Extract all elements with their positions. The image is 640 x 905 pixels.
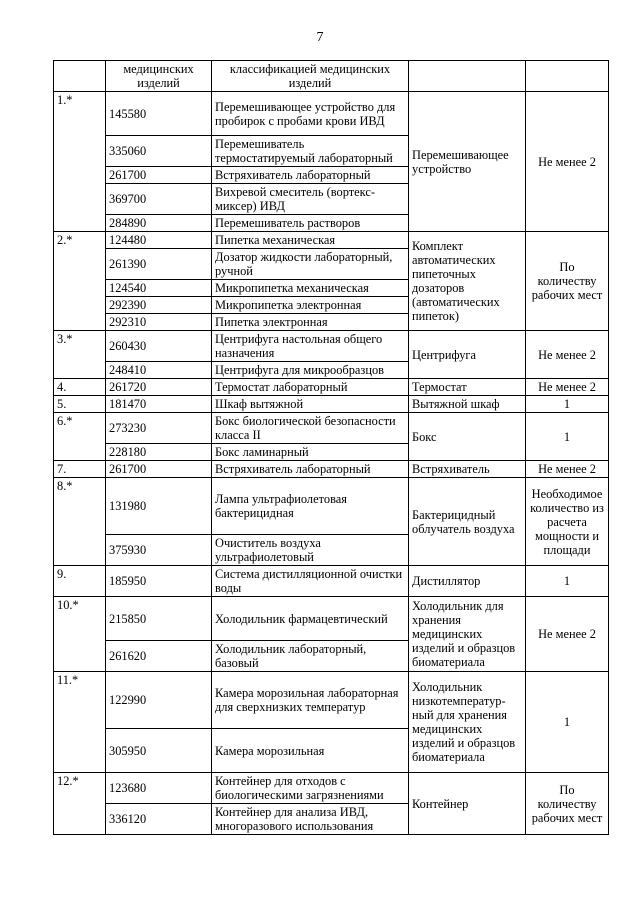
item-code: 248410 (106, 362, 212, 379)
equipment-quantity: Не менее 2 (526, 92, 609, 232)
item-code: 124480 (106, 232, 212, 249)
item-code: 123680 (106, 773, 212, 804)
equipment-quantity: Не менее 2 (526, 597, 609, 672)
item-description: Пипетка электронная (212, 314, 409, 331)
item-description: Встряхиватель лабораторный (212, 167, 409, 184)
item-description: Лампа ультрафиолетовая бактерицидная (212, 478, 409, 535)
item-code: 335060 (106, 136, 212, 167)
item-code: 185950 (106, 566, 212, 597)
item-description: Контейнер для отходов с биологическими загрязнениями (212, 773, 409, 804)
equipment-table (53, 60, 609, 835)
table-header-row (54, 61, 609, 92)
equipment-quantity: По количеству рабочих мест (526, 232, 609, 331)
table-row (54, 232, 609, 249)
equipment-quantity: 1 (526, 566, 609, 597)
item-description: Бокс ламинарный (212, 444, 409, 461)
item-description: Шкаф вытяжной (212, 396, 409, 413)
equipment-name: Вытяжной шкаф (409, 396, 526, 413)
table-row (54, 396, 609, 413)
item-description: Холодильник фармацевтический (212, 597, 409, 641)
item-code: 145580 (106, 92, 212, 136)
item-code: 369700 (106, 184, 212, 215)
row-number: 5. (54, 396, 106, 413)
item-description: Очиститель воздуха ультрафиолетовый (212, 535, 409, 566)
row-number: 7. (54, 461, 106, 478)
item-code: 261390 (106, 249, 212, 280)
item-code: 261620 (106, 641, 212, 672)
item-description: Бокс биологической безопасности класса II (212, 413, 409, 444)
header-equipment (409, 61, 526, 92)
item-code: 122990 (106, 672, 212, 729)
equipment-name: Комплект автоматических пипеточных дозаторов (автоматических пипеток) (409, 232, 526, 331)
table-row (54, 773, 609, 804)
item-code: 228180 (106, 444, 212, 461)
equipment-quantity: Не менее 2 (526, 331, 609, 379)
row-number: 10.* (54, 597, 106, 672)
row-number: 1.* (54, 92, 106, 232)
item-code: 260430 (106, 331, 212, 362)
item-description: Перемешиватель термостатируемый лабораторный (212, 136, 409, 167)
item-description: Микропипетка механическая (212, 280, 409, 297)
equipment-name: Дистиллятор (409, 566, 526, 597)
equipment-name: Холодильник для хранения медицинских изделий и образцов биоматериала (409, 597, 526, 672)
item-description: Камера морозильная (212, 729, 409, 773)
equipment-name: Бактерицидный облучатель воздуха (409, 478, 526, 566)
page-number: 7 (316, 30, 324, 45)
table-row (54, 331, 609, 362)
equipment-quantity: Необходимое количество из расчета мощности и площади (526, 478, 609, 566)
equipment-name: Встряхиватель (409, 461, 526, 478)
item-code: 273230 (106, 413, 212, 444)
item-code: 261700 (106, 461, 212, 478)
row-number: 3.* (54, 331, 106, 379)
table-row (54, 461, 609, 478)
table-row (54, 566, 609, 597)
equipment-quantity: 1 (526, 672, 609, 773)
row-number: 11.* (54, 672, 106, 773)
table-row (54, 92, 609, 136)
equipment-name: Перемешивающее устройство (409, 92, 526, 232)
header-number (54, 61, 106, 92)
equipment-quantity: По количеству рабочих мест (526, 773, 609, 835)
equipment-quantity: Не менее 2 (526, 379, 609, 396)
header-code: медицинских изделий (106, 61, 212, 92)
equipment-name: Термостат (409, 379, 526, 396)
item-description: Холодильник лабораторный, базовый (212, 641, 409, 672)
item-description: Камера морозильная лабораторная для сверхнизких температур (212, 672, 409, 729)
item-description: Перемешиватель растворов (212, 215, 409, 232)
item-code: 292390 (106, 297, 212, 314)
item-code: 124540 (106, 280, 212, 297)
equipment-name: Контейнер (409, 773, 526, 835)
row-number: 4. (54, 379, 106, 396)
item-description: Встряхиватель лабораторный (212, 461, 409, 478)
item-code: 261720 (106, 379, 212, 396)
equipment-quantity: 1 (526, 396, 609, 413)
item-code: 336120 (106, 804, 212, 835)
equipment-quantity: Не менее 2 (526, 461, 609, 478)
row-number: 9. (54, 566, 106, 597)
equipment-name: Холодильник низкотемператур-ный для хранения медицинских изделий и образцов биоматериала (409, 672, 526, 773)
item-code: 375930 (106, 535, 212, 566)
item-description: Центрифуга для микрообразцов (212, 362, 409, 379)
item-description: Контейнер для анализа ИВД, многоразового использования (212, 804, 409, 835)
row-number: 12.* (54, 773, 106, 835)
table-row (54, 597, 609, 641)
item-description: Центрифуга настольная общего назначения (212, 331, 409, 362)
item-description: Пипетка механическая (212, 232, 409, 249)
table-row (54, 672, 609, 729)
item-code: 305950 (106, 729, 212, 773)
item-code: 284890 (106, 215, 212, 232)
table-row (54, 379, 609, 396)
item-description: Дозатор жидкости лабораторный, ручной (212, 249, 409, 280)
item-description: Микропипетка электронная (212, 297, 409, 314)
row-number: 2.* (54, 232, 106, 331)
table-row (54, 478, 609, 535)
item-description: Система дистилляционной очистки воды (212, 566, 409, 597)
item-description: Вихревой смеситель (вортекс-миксер) ИВД (212, 184, 409, 215)
equipment-name: Центрифуга (409, 331, 526, 379)
item-code: 261700 (106, 167, 212, 184)
item-code: 215850 (106, 597, 212, 641)
table-row (54, 413, 609, 444)
header-quantity (526, 61, 609, 92)
item-description: Термостат лабораторный (212, 379, 409, 396)
item-code: 292310 (106, 314, 212, 331)
item-code: 131980 (106, 478, 212, 535)
header-classification: классификацией медицинских изделий (212, 61, 409, 92)
equipment-quantity: 1 (526, 413, 609, 461)
row-number: 6.* (54, 413, 106, 461)
equipment-name: Бокс (409, 413, 526, 461)
row-number: 8.* (54, 478, 106, 566)
item-description: Перемешивающее устройство для пробирок с пробами крови ИВД (212, 92, 409, 136)
item-code: 181470 (106, 396, 212, 413)
